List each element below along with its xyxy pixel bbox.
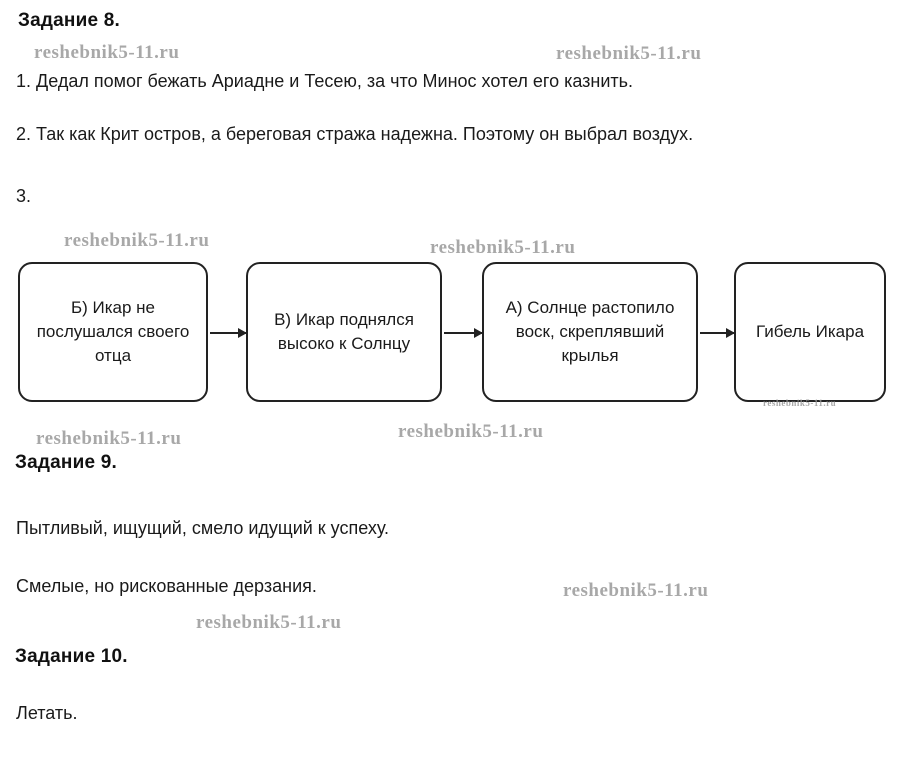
task-8-answer-line-3: 3. bbox=[16, 186, 32, 206]
flow-box-3-label: А) Солнце растопило воск, скреплявший крылья bbox=[505, 297, 675, 366]
flow-box-1 bbox=[18, 262, 208, 402]
task-9-answer-line-1: Пытливый, ищущий, смело идущий к успеху. bbox=[16, 518, 390, 538]
flow-box-4 bbox=[734, 262, 886, 402]
flow-arrow-2 bbox=[444, 332, 482, 334]
watermark: reshebnik5-11.ru bbox=[763, 398, 837, 408]
watermark: reshebnik5-11.ru bbox=[398, 421, 544, 442]
flow-box-3 bbox=[482, 262, 698, 402]
flow-arrow-1 bbox=[210, 332, 246, 334]
task-8-answer-line-1: 1. Дедал помог бежать Ариадне и Тесею, за что Минос хотел его казнить. bbox=[16, 71, 634, 91]
task-10-heading: Задание 10. bbox=[15, 646, 128, 667]
flow-arrow-3 bbox=[700, 332, 734, 334]
watermark: reshebnik5-11.ru bbox=[563, 580, 709, 601]
flowchart bbox=[18, 256, 898, 408]
flow-box-1-label: Б) Икар не послушался своего отца bbox=[36, 297, 190, 366]
flow-box-2-label: В) Икар поднялся высоко к Солнцу bbox=[274, 309, 414, 353]
task-9-answer-line-2: Смелые, но рискованные дерзания. bbox=[16, 576, 317, 596]
watermark: reshebnik5-11.ru bbox=[34, 42, 180, 63]
task-9-heading: Задание 9. bbox=[15, 452, 117, 473]
watermark: reshebnik5-11.ru bbox=[64, 230, 210, 251]
flow-box-4-label: Гибель Икара bbox=[755, 321, 865, 341]
flow-box-2 bbox=[246, 262, 442, 402]
task-8-answer-line-2: 2. Так как Крит остров, а береговая стража надежна. Поэтому он выбрал воздух. bbox=[16, 124, 694, 144]
watermark: reshebnik5-11.ru bbox=[36, 428, 182, 449]
watermark: reshebnik5-11.ru bbox=[430, 237, 576, 258]
watermark: reshebnik5-11.ru bbox=[556, 43, 702, 64]
task-8-heading: Задание 8. bbox=[18, 10, 120, 31]
watermark: reshebnik5-11.ru bbox=[196, 612, 342, 633]
task-10-answer-line-1: Летать. bbox=[16, 703, 78, 723]
